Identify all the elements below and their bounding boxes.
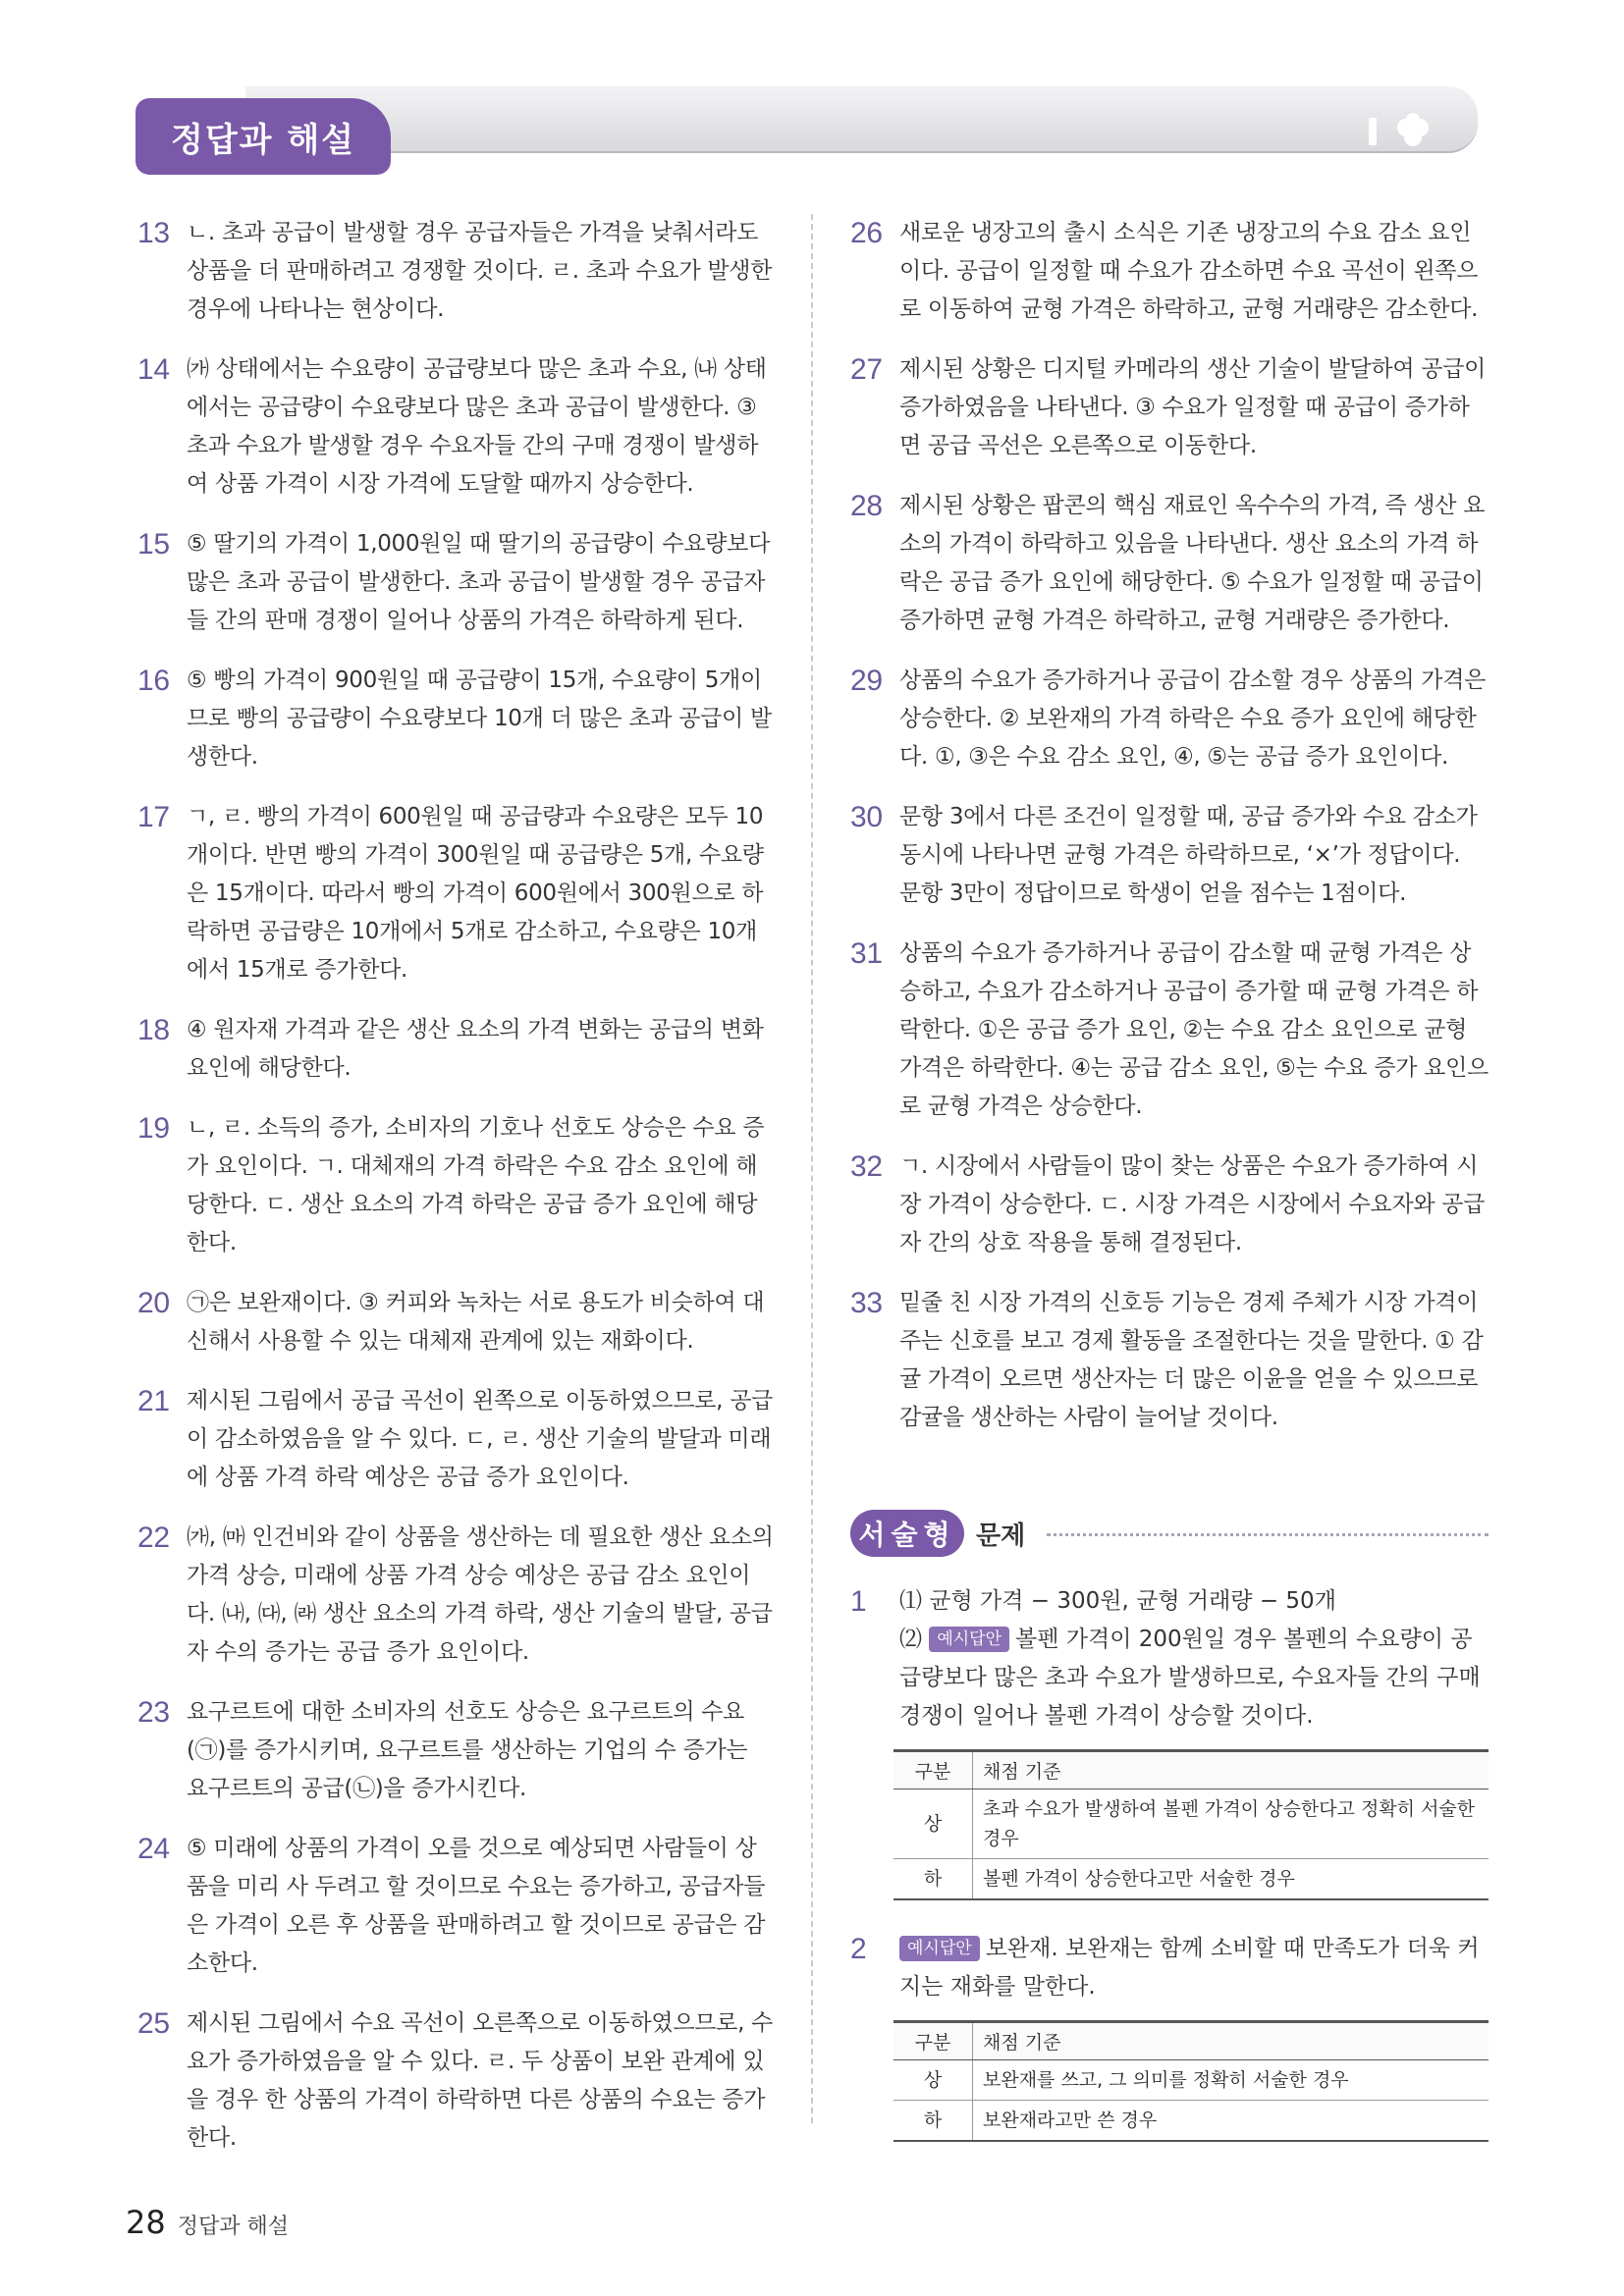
question-number: 22 [137,1522,170,1554]
criterion-cell: 보완재를 쓰고, 그 의미를 정확히 서술한 경우 [973,2060,1489,2101]
table-row [893,1789,1489,1859]
question-number: 18 [137,1014,170,1046]
table-row [893,2101,1489,2142]
question-25 [137,2004,776,2158]
question-number: 28 [850,490,883,522]
question-13 [137,214,776,329]
table-header: 채점 기준 [973,1751,1489,1789]
essay-question-2 [850,1930,1489,2006]
table-row [893,1859,1489,1900]
criterion-cell: 초과 수요가 발생하여 볼펜 가격이 상승한다고 정확히 서술한 경우 [973,1789,1489,1859]
essay-question-1 [850,1582,1489,1735]
question-33 [850,1284,1489,1437]
question-21 [137,1382,776,1497]
answer-text: 보완재. 보완재는 함께 소비할 때 만족도가 더욱 커지는 재화를 말한다. [899,1936,1480,2000]
question-number: 21 [137,1385,170,1417]
footer-label: 정답과 해설 [177,2215,289,2239]
question-number: 29 [850,665,883,697]
question-15 [137,525,776,640]
question-text: ⑤ 빵의 가격이 900원일 때 공급량이 15개, 수요량이 5개이므로 빵의 공급량이 수요량보다 10개 더 많은 초과 공급이 발생한다. [187,667,772,770]
question-text: 밑줄 친 시장 가격의 신호등 기능은 경제 주체가 시장 가격이 주는 신호를 보고 경제 활동을 조절한다는 것을 말한다. ① 감귤 가격이 오르면 생산자는 더 많은 이윤을 얻을 수 있으므로 감귤을 생산하는 사람이 늘어날 것이다. [899,1290,1484,1430]
example-answer-tag: 예시답안 [929,1627,1009,1652]
question-14 [137,350,776,504]
question-16 [137,662,776,776]
question-text: ④ 원자재 가격과 같은 생산 요소의 가격 변화는 공급의 변화 요인에 해당한다. [187,1017,764,1081]
question-number: 17 [137,801,170,833]
grade-cell: 상 [893,1789,973,1859]
left-column [137,214,776,2179]
question-27 [850,350,1489,465]
part-marker: ⑵ [899,1627,922,1652]
column-divider [811,214,813,2123]
question-text: 제시된 상황은 디지털 카메라의 생산 기술이 발달하여 공급이 증가하였음을 나타낸다. ③ 수요가 일정할 때 공급이 증가하면 공급 곡선은 오른쪽으로 이동한다. [899,356,1487,458]
question-number: 33 [850,1287,883,1319]
question-text: 상품의 수요가 증가하거나 공급이 감소할 경우 상품의 가격은 상승한다. ② 보완재의 가격 하락은 수요 증가 요인에 해당한다. ①, ③은 수요 감소 요인, ④, ⑤는 공급 증가 요인이다. [899,667,1487,770]
question-text: ㄴ, ㄹ. 소득의 증가, 소비자의 기호나 선호도 상승은 수요 증가 요인이다. ㄱ. 대체재의 가격 하락은 수요 감소 요인에 해당한다. ㄷ. 생산 요소의 가격 하락은 공급 증가 요인에 해당한다. [187,1115,765,1255]
page-number: 28 [126,2204,166,2241]
question-text: 요구르트에 대한 소비자의 선호도 상승은 요구르트의 수요(㉠)를 증가시키며, 요구르트를 생산하는 기업의 수 증가는 요구르트의 공급(㉡)을 증가시킨다. [187,1699,748,1801]
grading-table-1 [893,1749,1489,1900]
question-number: 24 [137,1833,170,1865]
question-number: 25 [137,2007,170,2040]
question-19 [137,1109,776,1262]
clover-icon [1355,106,1443,155]
question-number: 15 [137,528,170,561]
table-row [893,2060,1489,2101]
question-text: 새로운 냉장고의 출시 소식은 기존 냉장고의 수요 감소 요인이다. 공급이 일정할 때 수요가 감소하면 수요 곡선이 왼쪽으로 이동하여 균형 가격은 하락하고, 균형 거래량은 감소한다. [899,220,1479,322]
page-title: 정답과 해설 [135,98,391,175]
question-number: 30 [850,801,883,833]
grading-table-2 [893,2020,1489,2142]
question-18 [137,1011,776,1088]
grade-cell: 하 [893,1859,973,1900]
question-number: 14 [137,353,170,386]
question-text: ㈎, ㈒ 인건비와 같이 상품을 생산하는 데 필요한 생산 요소의 가격 상승, 미래에 상품 가격 상승 예상은 공급 감소 요인이다. ㈏, ㈐, ㈑ 생산 요소의 가격 하락, 생산 기술의 발달, 공급자 수의 증가는 공급 증가 요인이다. [187,1524,774,1665]
example-answer-tag: 예시답안 [899,1936,980,1961]
table-header: 구분 [893,2022,973,2060]
answer-text: 볼펜 가격이 200원일 경우 볼펜의 수요량이 공급량보다 많은 초과 수요가 발생하므로, 수요자들 간의 구매 경쟁이 일어나 볼펜 가격이 상승할 것이다. [899,1627,1481,1729]
question-number: 26 [850,217,883,249]
table-header: 채점 기준 [973,2022,1489,2060]
question-28 [850,487,1489,640]
question-17 [137,798,776,989]
question-text: ㉠은 보완재이다. ③ 커피와 녹차는 서로 용도가 비슷하여 대신해서 사용할 수 있는 대체재 관계에 있는 재화이다. [187,1290,765,1354]
question-text: ㈎ 상태에서는 수요량이 공급량보다 많은 초과 수요, ㈏ 상태에서는 공급량이 수요량보다 많은 초과 공급이 발생한다. ③ 초과 수요가 발생할 경우 수요자들 간의 구매 경쟁이 발생하여 상품 가격이 시장 가격에 도달할 때까지 상승한다. [187,356,767,497]
criterion-cell: 볼펜 가격이 상승한다고만 서술한 경우 [973,1859,1489,1900]
answer-part-2 [899,1621,1489,1735]
right-column [850,214,1489,2171]
question-number: 23 [137,1696,170,1729]
essay-title: 문제 [976,1522,1026,1551]
question-number: 20 [137,1287,170,1319]
question-number: 27 [850,353,883,386]
question-number: 13 [137,217,170,249]
question-31 [850,934,1489,1126]
question-number: 32 [850,1150,883,1183]
question-text: 제시된 그림에서 수요 곡선이 오른쪽으로 이동하였으므로, 수요가 증가하였음을 알 수 있다. ㄹ. 두 상품이 보완 관계에 있을 경우 한 상품의 가격이 하락하면 다른 상품의 수요는 증가한다. [187,2010,774,2151]
dotted-rule [1047,1533,1489,1536]
criterion-cell: 보완재라고만 쓴 경우 [973,2101,1489,2142]
question-22 [137,1519,776,1672]
grade-cell: 상 [893,2060,973,2101]
grade-cell: 하 [893,2101,973,2142]
question-number: 19 [137,1112,170,1145]
page-footer [126,2204,289,2241]
question-26 [850,214,1489,329]
question-32 [850,1148,1489,1262]
question-number: 16 [137,665,170,697]
question-24 [137,1830,776,1983]
question-text: 제시된 그림에서 공급 곡선이 왼쪽으로 이동하였으므로, 공급이 감소하였음을 알 수 있다. ㄷ, ㄹ. 생산 기술의 발달과 미래에 상품 가격 하락 예상은 공급 증가 요인이다. [187,1388,774,1490]
header-bar [245,86,1478,153]
question-text: ㄱ. 시장에서 사람들이 많이 찾는 상품은 수요가 증가하여 시장 가격이 상승한다. ㄷ. 시장 가격은 시장에서 수요자와 공급자 간의 상호 작용을 통해 결정된다. [899,1153,1486,1255]
question-text: 상품의 수요가 증가하거나 공급이 감소할 때 균형 가격은 상승하고, 수요가 감소하거나 공급이 증가할 때 균형 가격은 하락한다. ①은 공급 증가 요인, ②는 수요 감소 요인으로 균형 가격은 하락한다. ④는 공급 감소 요인, ⑤는 수요 증가 요인으로 균형 가격은 상승한다. [899,940,1489,1119]
question-text: 문항 3에서 다른 조건이 일정할 때, 공급 증가와 수요 감소가 동시에 나타나면 균형 가격은 하락하므로, ‘×’가 정답이다. 문항 3만이 정답이므로 학생이 얻을 점수는 1점이다. [899,804,1478,906]
answer-part-1: ⑴ 균형 가격 − 300원, 균형 거래량 − 50개 [899,1588,1336,1614]
question-23 [137,1693,776,1808]
question-20 [137,1284,776,1361]
question-number: 1 [850,1585,867,1618]
question-text: ⑤ 딸기의 가격이 1,000원일 때 딸기의 공급량이 수요량보다 많은 초과 공급이 발생한다. 초과 공급이 발생할 경우 공급자들 간의 판매 경쟁이 일어나 상품의 가격은 하락하게 된다. [187,531,771,633]
question-30 [850,798,1489,913]
question-text: ㄱ, ㄹ. 빵의 가격이 600원일 때 공급량과 수요량은 모두 10개이다. 반면 빵의 가격이 300원일 때 공급량은 5개, 수요량은 15개이다. 따라서 빵의 가격이 600원에서 300원으로 하락하면 공급량은 10개에서 5개로 감소하고, 수요량은 10개에서 15개로 증가한다. [187,804,764,983]
question-text: ㄴ. 초과 공급이 발생할 경우 공급자들은 가격을 낮춰서라도 상품을 더 판매하려고 경쟁할 것이다. ㄹ. 초과 수요가 발생한 경우에 나타나는 현상이다. [187,220,773,322]
question-text: ⑤ 미래에 상품의 가격이 오를 것으로 예상되면 사람들이 상품을 미리 사 두려고 할 것이므로 수요는 증가하고, 공급자들은 가격이 오른 후 상품을 판매하려고 할 것이므로 공급은 감소한다. [187,1836,766,1976]
essay-badge: 서술형 [850,1510,964,1557]
question-number: 2 [850,1933,867,1965]
table-header: 구분 [893,1751,973,1789]
question-number: 31 [850,937,883,970]
question-29 [850,662,1489,776]
question-text: 제시된 상황은 팝콘의 핵심 재료인 옥수수의 가격, 즉 생산 요소의 가격이 하락하고 있음을 나타낸다. 생산 요소의 가격 하락은 공급 증가 요인에 해당한다. ⑤ 수요가 일정할 때 공급이 증가하면 균형 가격은 하락하고, 균형 거래량은 증가한다. [899,493,1486,633]
essay-section-header [850,1506,1489,1565]
